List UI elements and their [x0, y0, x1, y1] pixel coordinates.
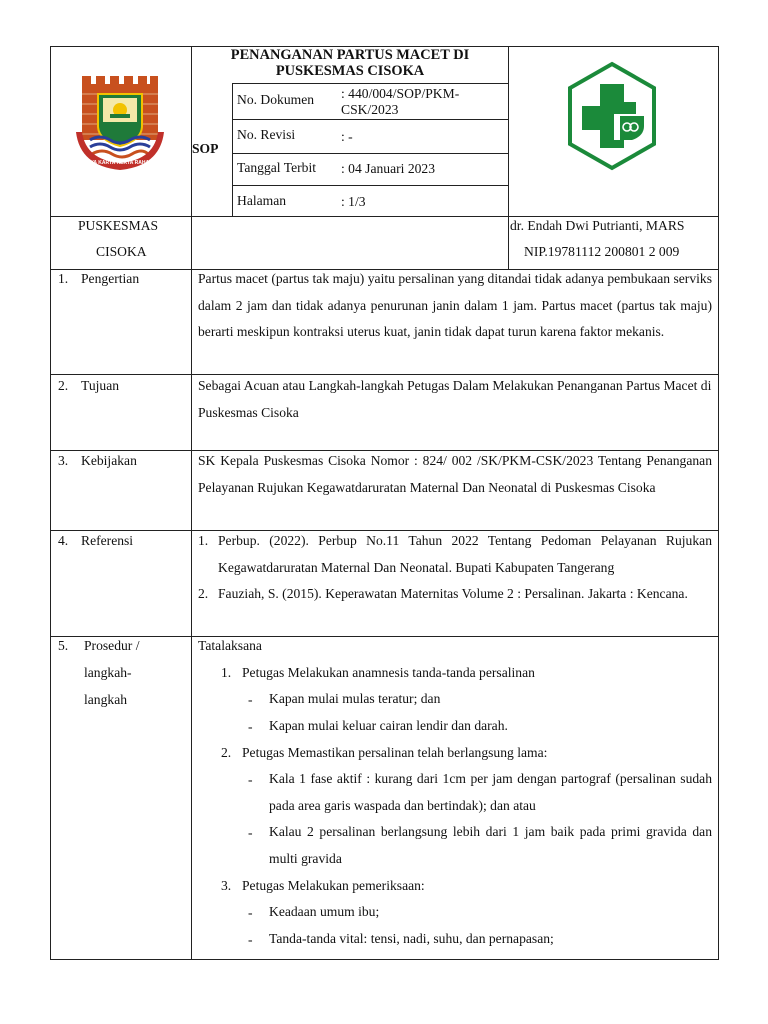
step-sub-item: Kala 1 fase aktif : kurang dari 1cm per jam dengan partograf (persalinan sudah pada area garis waspada dan bertindak); dan atau — [269, 771, 712, 813]
section-label-prosedur: langkah — [84, 692, 128, 707]
step-sub-item: Tanda-tanda vital: tensi, nadi, suhu, dan pernapasan; — [269, 931, 554, 946]
halaman-value: : 1/3 — [341, 194, 366, 209]
tujuan-text: Sebagai Acuan atau Langkah-langkah Petugas Dalam Melakukan Penanganan Partus Macet di Puskesmas Cisoka — [198, 378, 712, 420]
no-dokumen-label: No. Dokumen — [237, 92, 315, 107]
step-sub-item: Kapan mulai keluar cairan lendir dan darah. — [269, 718, 508, 733]
signer-nip: NIP.19781112 200801 2 009 — [524, 244, 680, 259]
halaman-label: Halaman — [237, 193, 287, 208]
step-number: 3. — [221, 878, 232, 893]
right-logo — [564, 60, 660, 172]
dash-bullet: - — [248, 719, 253, 734]
unit-name-line2: CISOKA — [96, 244, 147, 259]
no-revisi-label: No. Revisi — [237, 127, 296, 142]
referensi-item: Fauziah, S. (2015). Keperawatan Maternitas Volume 2 : Persalinan. Jakarta : Kencana. — [218, 586, 688, 601]
step-text: Petugas Melakukan pemeriksaan: — [242, 878, 425, 893]
logo-motto: SATYA KARYA KERTA RAHARJA — [80, 160, 160, 166]
step-sub-item: Kalau 2 persalinan berlangsung lebih dari 1 jam baik pada primi gravida dan multi gravida — [269, 824, 712, 866]
step-text: Petugas Memastikan persalinan telah berlangsung lama: — [242, 745, 548, 760]
no-dokumen-value: : 440/004/SOP/PKM-CSK/2023 — [341, 86, 460, 117]
dash-bullet: - — [248, 692, 253, 707]
section-label-prosedur: Prosedur / — [84, 638, 140, 653]
section-label-kebijakan: Kebijakan — [81, 453, 137, 468]
no-revisi-value: : - — [341, 129, 353, 144]
signer-name: dr. Endah Dwi Putrianti, MARS — [510, 218, 685, 233]
unit-name-line1: PUSKESMAS — [78, 218, 159, 233]
step-sub-item: Keadaan umum ibu; — [269, 904, 380, 919]
section-label-prosedur: langkah- — [84, 665, 132, 680]
dash-bullet: - — [248, 932, 253, 947]
dash-bullet: - — [248, 905, 253, 920]
puskesmas-green-cross-icon — [564, 60, 660, 172]
referensi-item: Perbup. (2022). Perbup No.11 Tahun 2022 Tentang Pedoman Pelayanan Rujukan Kegawatdaruratan Maternal Dan Neonatal. Bupati Kabupaten Tangerang — [218, 533, 712, 575]
document-title: PENANGANAN PARTUS MACET DI PUSKESMAS CISOKA — [230, 47, 470, 79]
pengertian-text: Partus macet (partus tak maju) yaitu persalinan yang ditandai tidak adanya pembukaan serviks dalam 2 jam dan tidak adanya penurunan janin dalam 1 jam. Partus macet (partus tak maju) berarti meskipun kontraksi uterus kuat, janin tidak dapat turun karena faktor mekanis. — [198, 271, 712, 339]
tanggal-terbit-value: : 04 Januari 2023 — [341, 161, 436, 176]
step-number: 1. — [221, 665, 232, 680]
tanggal-terbit-label: Tanggal Terbit — [237, 160, 317, 175]
dash-bullet: - — [248, 825, 253, 840]
referensi-item-number: 2. — [198, 586, 209, 601]
step-number: 2. — [221, 745, 232, 760]
section-number-referensi: 4. — [58, 533, 69, 548]
regency-emblem-icon — [70, 70, 170, 174]
section-label-pengertian: Pengertian — [81, 271, 140, 286]
section-number-kebijakan: 3. — [58, 453, 69, 468]
step-text: Petugas Melakukan anamnesis tanda-tanda persalinan — [242, 665, 535, 680]
sop-label: SOP — [192, 141, 219, 156]
left-logo — [70, 70, 170, 174]
kebijakan-text: SK Kepala Puskesmas Cisoka Nomor : 824/ 002 /SK/PKM-CSK/2023 Tentang Penanganan Pelayanan Rujukan Kegawatdaruratan Maternal Dan Neonatal di Puskesmas Cisoka — [198, 453, 712, 495]
step-sub-item: Kapan mulai mulas teratur; dan — [269, 691, 441, 706]
referensi-item-number: 1. — [198, 533, 209, 548]
section-label-tujuan: Tujuan — [81, 378, 120, 393]
section-number-tujuan: 2. — [58, 378, 69, 393]
dash-bullet: - — [248, 772, 253, 787]
section-number-pengertian: 1. — [58, 271, 69, 286]
tatalaksana-heading: Tatalaksana — [198, 638, 262, 653]
section-number-prosedur: 5. — [58, 638, 69, 653]
section-label-referensi: Referensi — [81, 533, 134, 548]
